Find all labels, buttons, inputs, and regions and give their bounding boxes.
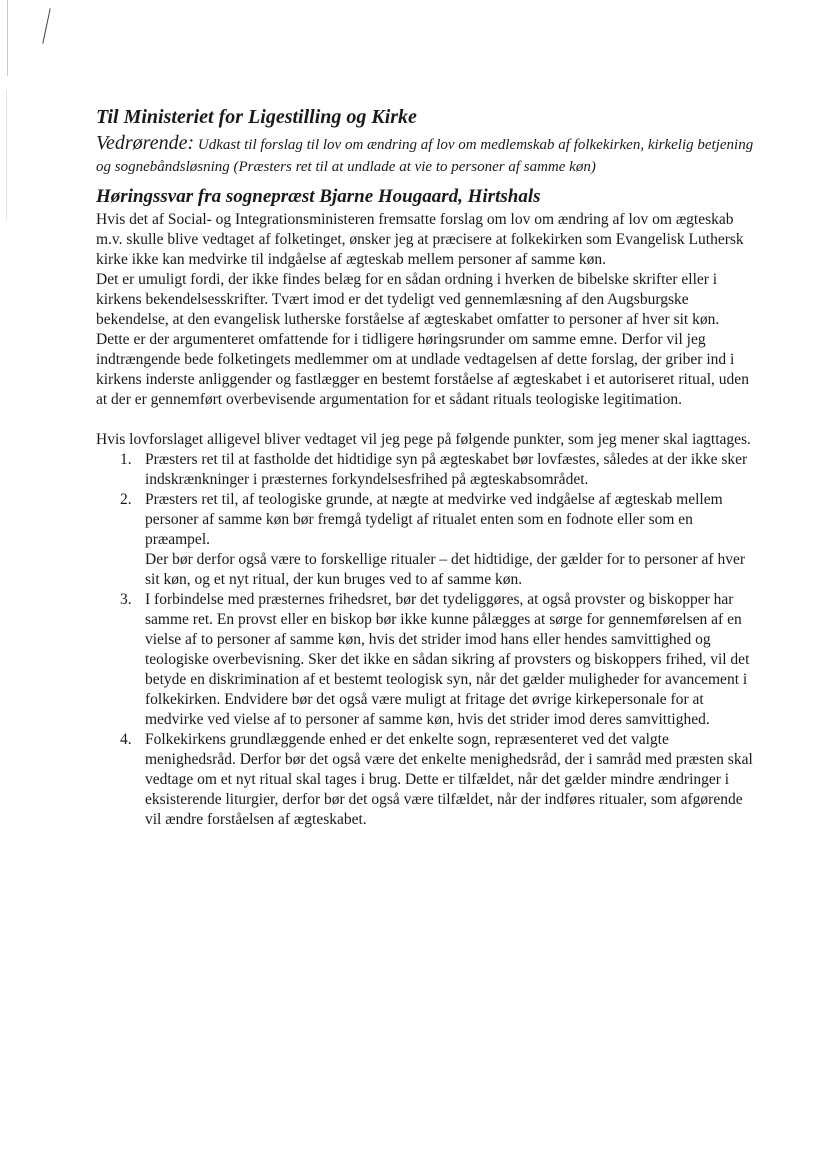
list-item	[96, 730, 756, 830]
section-heading: Høringssvar fra sognepræst Bjarne Hougaard, Hirtshals	[96, 186, 541, 207]
scan-margin-line	[7, 0, 8, 76]
list-item-text: I forbindelse med præsternes frihedsret, bør det tydeliggøres, at også provster og biskopper har samme ret. En provst eller en biskop bør ikke kunne pålægges at sørge for gennemførelsen af en vielse af to personer af samme køn, hvis det strider imod hans eller hendes samvittighed og teologiske overbevisning. Sker det ikke en sådan sikring af provsters og biskoppers frihed, vil det betyde en diskrimination af et bestemt teologisk syn, når det gælder muligheder for avancement i folkekirken. Endvidere bør det også være muligt at fritage det øvrige kirkepersonale for at medvirke ved vielse af to personer af samme køn, hvis det strider imod deres samvittighed.	[145, 591, 750, 728]
paragraph: Dette er der argumenteret omfattende for i tidligere høringsrunder om samme emne. Derfor vil jeg indtrængende bede folketingets medlemmer om at undlade vedtagelsen af dette forslag, der griber ind i kirkens inderste anliggender og fastlægger en bestemt forståelse af ægteskabet i et autoriseret ritual, uden at der er gennemført overbevisende argumentation for et sådant rituals teologiske legitimation.	[96, 331, 749, 408]
regarding-line	[96, 132, 756, 178]
scan-pen-mark	[42, 8, 50, 43]
list-item-text: Der bør derfor også være to forskellige ritualer – det hidtidige, der gælder for to personer af hver sit køn, og et nyt ritual, der kun bruges ved to af samme køn.	[145, 551, 745, 588]
paragraph: Det er umuligt fordi, der ikke findes belæg for en sådan ordning i hverken de bibelske skrifter eller i kirkens bekendelsesskrifter. Tvært imod er det tydeligt ved gennemlæsning af den Augsburgske bekendelse, at den evangelisk lutherske forståelse af ægteskabet omfatter to personer af hver sit køn.	[96, 271, 720, 328]
list-item	[96, 450, 756, 490]
list-item-number: 4.	[120, 731, 132, 748]
list-item-text: Præsters ret til, af teologiske grunde, at nægte at medvirke ved indgåelse af ægteskab mellem personer af samme køn bør fremgå tydeligt af ritualet enten som en fodnote eller som en præampel.	[145, 491, 723, 548]
regarding-lead: Vedrørende:	[96, 132, 195, 154]
document-title: Til Ministeriet for Ligestilling og Kirke	[96, 106, 417, 128]
points-intro: Hvis lovforslaget alligevel bliver vedtaget vil jeg pege på følgende punkter, som jeg mener skal iagttages.	[96, 431, 751, 448]
regarding-text: Udkast til forslag til lov om ændring af lov om medlemskab af folkekirken, kirkelig betjening og sognebåndsløsning (Præsters ret til at undlade at vie to personer af samme køn)	[96, 137, 754, 175]
numbered-points-list	[96, 450, 756, 830]
list-item-number: 1.	[120, 451, 132, 468]
document-page	[96, 104, 756, 830]
list-item	[96, 490, 756, 590]
list-item-number: 3.	[120, 591, 132, 608]
paragraph: Hvis det af Social- og Integrationsministeren fremsatte forslag om lov om ændring af lov om ægteskab m.v. skulle blive vedtaget af folketinget, ønsker jeg at præcisere at folkekirken som Evangelisk Luthersk kirke ikke kan medvirke til indgåelse af ægteskab mellem personer af samme køn.	[96, 211, 744, 268]
list-item	[96, 590, 756, 730]
list-item-number: 2.	[120, 491, 132, 508]
paragraph-gap	[96, 410, 756, 430]
scan-margin-line-lower	[6, 90, 7, 220]
list-item-text: Præsters ret til at fastholde det hidtidige syn på ægteskabet bør lovfæstes, således at der ikke sker indskrænkninger i præsternes forkyndelsesfrihed på ægteskabsområdet.	[145, 451, 748, 488]
list-item-text: Folkekirkens grundlæggende enhed er det enkelte sogn, repræsenteret ved det valgte menighedsråd. Derfor bør det også være det enkelte menighedsråd, der i samråd med præsten skal vedtage om et nyt ritual skal tages i brug. Dette er tilfældet, når det gælder mindre ændringer i eksisterende liturgier, derfor bør det også være tilfældet, når der indføres ritualer, som afgørende vil ændre forståelsen af ægteskabet.	[145, 731, 753, 828]
